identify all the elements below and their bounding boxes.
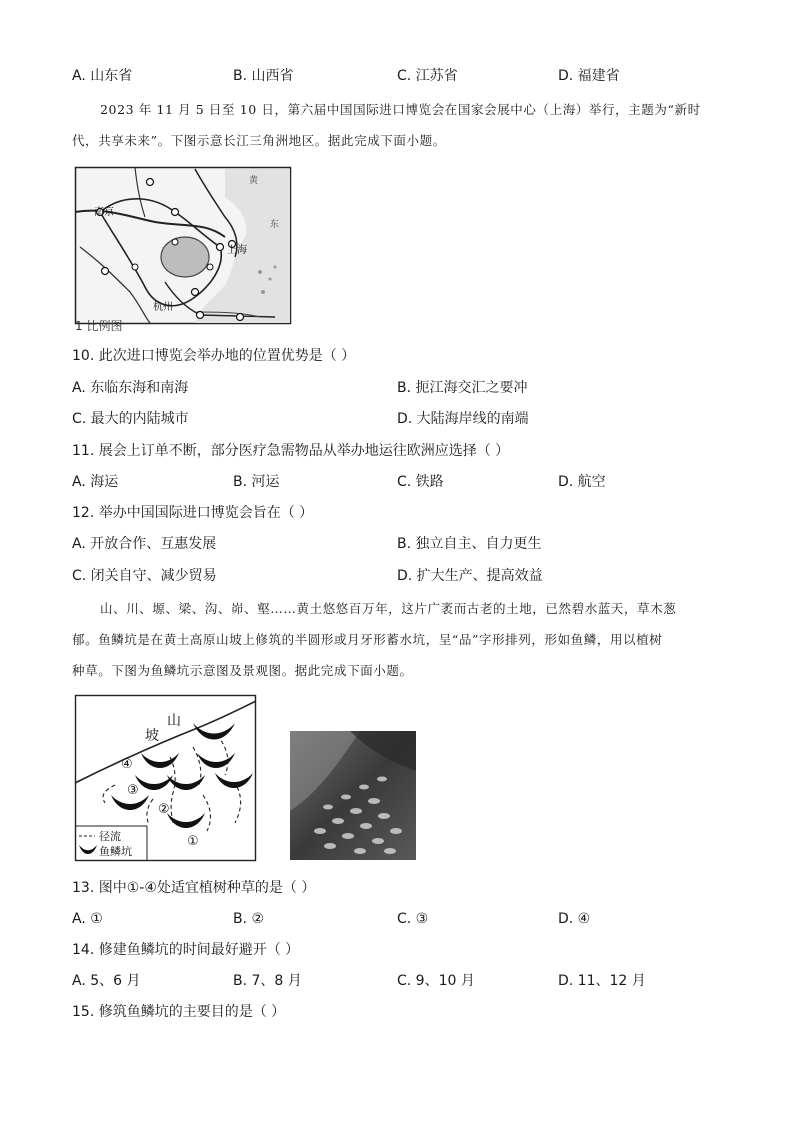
mountain-label: 山 — [167, 713, 181, 729]
map-label-shanghai: 上海 — [227, 245, 247, 256]
q13-stem: 13. 图中①-④处适宜植树种草的是（ ） — [72, 880, 316, 896]
q12-option-c: C. 闭关自守、减少贸易 — [72, 568, 217, 584]
passage2-line3: 种草。下图为鱼鳞坑示意图及景观图。据此完成下面小题。 — [72, 663, 413, 678]
q12-option-d: D. 扩大生产、提高效益 — [397, 568, 543, 584]
marker-4: ④ — [121, 757, 133, 772]
q14-option-c: C. 9、10 月 — [397, 973, 475, 989]
fish-scale-pit-diagram — [75, 695, 256, 861]
q14-stem: 14. 修建鱼鳞坑的时间最好避开（ ） — [72, 942, 300, 958]
q9-option-d: D. 福建省 — [558, 68, 620, 84]
q13-option-b: B. ② — [233, 911, 265, 927]
marker-1: ① — [187, 834, 199, 849]
q12-stem: 12. 举办中国国际进口博览会旨在（ ） — [72, 505, 314, 521]
q11-option-a: A. 海运 — [72, 474, 119, 490]
q9-option-b: B. 山西省 — [233, 68, 294, 84]
map-label-huang: 黄 — [249, 176, 259, 186]
passage1-line1: 2023 年 11 月 5 日至 10 日，第六届中国国际进口博览会在国家会展中心（上海）举行，主题为“新时 — [100, 102, 701, 117]
q10-option-a: A. 东临东海和南海 — [72, 380, 189, 396]
fish-scale-pit-photo — [290, 731, 416, 860]
q11-option-d: D. 航空 — [558, 474, 606, 490]
q14-option-b: B. 7、8 月 — [233, 973, 302, 989]
q14-option-a: A. 5、6 月 — [72, 973, 141, 989]
q13-option-a: A. ① — [72, 911, 103, 927]
map-label-hangzhou: 杭州 — [153, 302, 173, 313]
marker-3: ③ — [127, 783, 139, 798]
marker-2: ② — [158, 802, 170, 817]
passage2-line2: 郁。鱼鳞坑是在黄土高原山坡上修筑的半圆形或月牙形蓄水坑，呈“品”字形排列，形如鱼鳞，用以植树 — [72, 632, 663, 647]
q11-option-c: C. 铁路 — [397, 474, 444, 490]
passage1-line2: 代，共享未来”。下图示意长江三角洲地区。据此完成下面小题。 — [72, 133, 446, 148]
q9-option-c: C. 江苏省 — [397, 68, 458, 84]
q10-option-c: C. 最大的内陆城市 — [72, 411, 189, 427]
yangtze-delta-map — [75, 167, 291, 324]
q14-option-d: D. 11、12 月 — [558, 973, 646, 989]
q13-option-d: D. ④ — [558, 911, 591, 927]
q10-option-d: D. 大陆海岸线的南端 — [397, 411, 529, 427]
q9-option-a: A. 山东省 — [72, 68, 133, 84]
legend-runoff: 径流 — [99, 830, 121, 843]
q12-option-b: B. 独立自主、自力更生 — [397, 536, 542, 552]
map-label-dong: 东 — [270, 220, 280, 230]
q11-stem: 11. 展会上订单不断，部分医疗急需物品从举办地运往欧洲应选择（ ） — [72, 443, 510, 459]
q11-option-b: B. 河运 — [233, 474, 280, 490]
slope-label: 坡 — [145, 728, 159, 744]
q10-stem: 10. 此次进口博览会举办地的位置优势是（ ） — [72, 348, 356, 364]
map-caption-cutoff: 1 比例图 — [75, 319, 123, 333]
q15-stem: 15. 修筑鱼鳞坑的主要目的是（ ） — [72, 1004, 286, 1020]
map-label-nanjing: 南京 — [94, 207, 114, 218]
legend-pit: 鱼鳞坑 — [99, 845, 132, 858]
passage2-line1: 山、川、塬、梁、沟、峁、壑……黄土悠悠百万年，这片广袤而古老的土地，已然碧水蓝天，草木葱 — [100, 601, 677, 616]
q10-option-b: B. 扼江海交汇之要冲 — [397, 380, 528, 396]
q12-option-a: A. 开放合作、互惠发展 — [72, 536, 217, 552]
q13-option-c: C. ③ — [397, 911, 429, 927]
